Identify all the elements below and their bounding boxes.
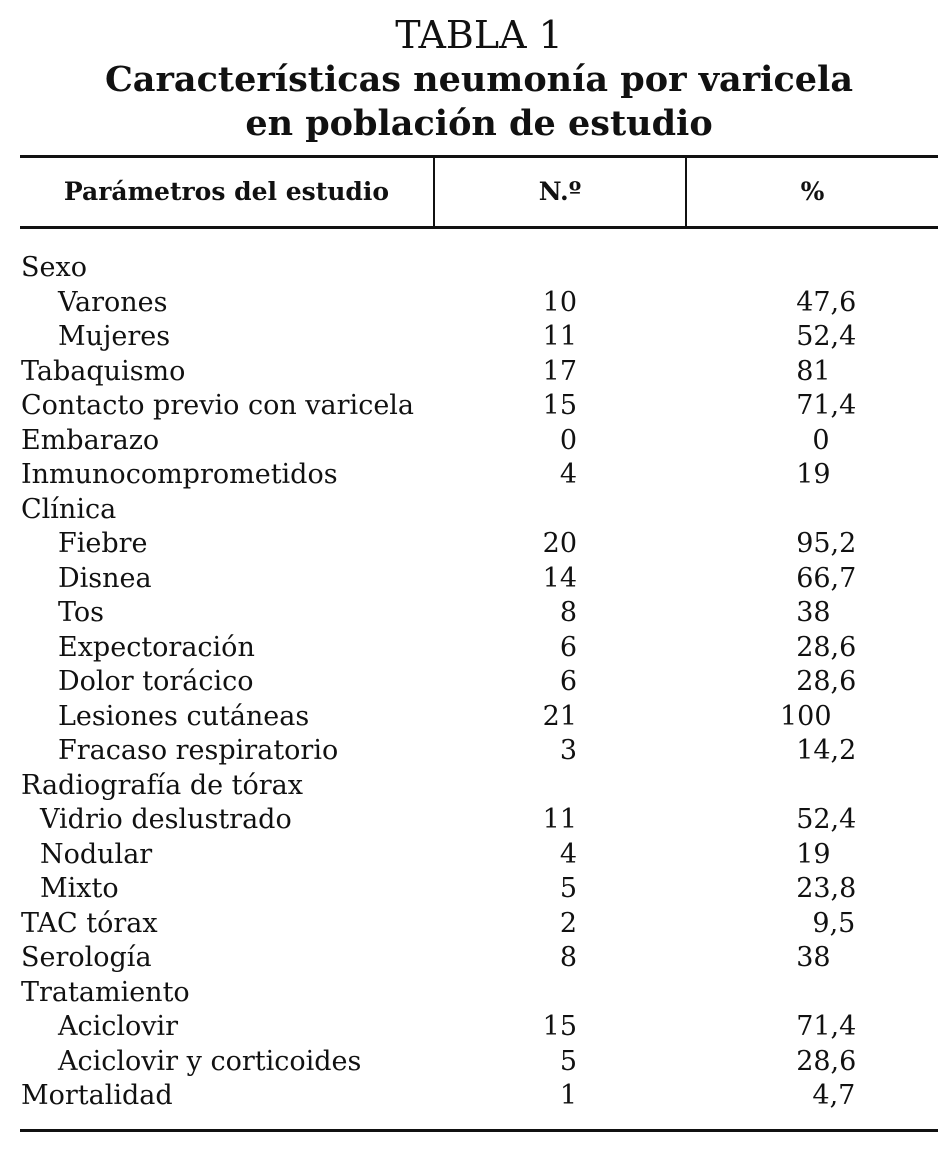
table-label: TABLA 1 bbox=[395, 13, 563, 57]
row-label: Sexo bbox=[21, 252, 87, 283]
row-count: 1 bbox=[559, 1080, 577, 1111]
row-percent: 4,7 bbox=[812, 1080, 856, 1111]
row-label: Aciclovir y corticoides bbox=[58, 1045, 362, 1077]
row-label: Mixto bbox=[40, 873, 119, 904]
row-label: Embarazo bbox=[21, 424, 160, 456]
row-count: 8 bbox=[559, 942, 577, 973]
bottom-rule bbox=[20, 1129, 938, 1132]
table-row bbox=[0, 1045, 950, 1080]
table-row bbox=[0, 941, 950, 976]
table-row bbox=[0, 320, 950, 355]
table-row bbox=[0, 976, 950, 1011]
table-row bbox=[0, 1010, 950, 1045]
row-count: 14 bbox=[542, 562, 577, 594]
table-title bbox=[0, 58, 950, 146]
row-count: 6 bbox=[559, 666, 577, 697]
row-count: 8 bbox=[559, 597, 577, 628]
row-percent: 28,6 bbox=[796, 1045, 857, 1077]
row-percent: 66,7 bbox=[796, 562, 857, 594]
row-label: Inmunocomprometidos bbox=[21, 459, 338, 490]
row-label: Radiografía de tórax bbox=[21, 769, 303, 801]
row-count: 3 bbox=[559, 735, 577, 766]
row-label: Contacto previo con varicela bbox=[21, 390, 415, 421]
row-count: 15 bbox=[542, 1011, 577, 1042]
row-percent: 14,2 bbox=[796, 735, 857, 766]
header-parameters: Parámetros del estudio bbox=[63, 177, 390, 206]
table-body bbox=[0, 251, 950, 1114]
table-row bbox=[0, 596, 950, 631]
row-count: 6 bbox=[559, 631, 577, 663]
table-row bbox=[0, 700, 950, 735]
row-percent: 28,6 bbox=[796, 631, 857, 663]
row-label: Tabaquismo bbox=[21, 355, 186, 387]
table-row bbox=[0, 562, 950, 597]
table-row bbox=[0, 803, 950, 838]
row-label: Lesiones cutáneas bbox=[58, 700, 310, 732]
row-percent: 47,6 bbox=[796, 286, 857, 318]
table-row bbox=[0, 389, 950, 424]
table-row bbox=[0, 907, 950, 942]
table-row bbox=[0, 872, 950, 907]
row-count: 15 bbox=[542, 390, 577, 421]
row-count: 0 bbox=[559, 424, 577, 456]
table-row bbox=[0, 286, 950, 321]
row-percent: 0 bbox=[812, 424, 830, 456]
row-percent: 38 bbox=[796, 942, 831, 973]
row-count: 4 bbox=[559, 838, 577, 870]
row-count: 10 bbox=[542, 286, 577, 318]
row-count: 11 bbox=[542, 804, 577, 835]
table-title-line-2: en población de estudio bbox=[245, 103, 713, 144]
table-row bbox=[0, 527, 950, 562]
row-percent: 38 bbox=[796, 597, 831, 628]
table-row bbox=[0, 838, 950, 873]
row-count: 5 bbox=[559, 873, 577, 904]
row-percent: 100 bbox=[780, 700, 832, 732]
table-row bbox=[0, 734, 950, 769]
row-label: Tos bbox=[58, 597, 105, 628]
table-row bbox=[0, 424, 950, 459]
row-count: 17 bbox=[542, 355, 577, 387]
row-label: Aciclovir bbox=[58, 1011, 179, 1042]
row-label: Fiebre bbox=[58, 528, 148, 559]
header-percent: % bbox=[800, 177, 825, 206]
table-row bbox=[0, 769, 950, 804]
table-row bbox=[0, 1079, 950, 1114]
row-count: 11 bbox=[542, 321, 577, 352]
row-label: Clínica bbox=[21, 493, 117, 525]
row-label: Dolor torácico bbox=[58, 666, 254, 697]
row-label: Nodular bbox=[40, 838, 153, 870]
row-count: 5 bbox=[559, 1045, 577, 1077]
header-rule bbox=[20, 226, 938, 229]
table-row bbox=[0, 631, 950, 666]
row-label: Disnea bbox=[58, 562, 152, 594]
row-count: 4 bbox=[559, 459, 577, 490]
header-count: N.º bbox=[538, 177, 582, 206]
row-percent: 19 bbox=[796, 838, 831, 870]
row-label: Expectoración bbox=[58, 631, 255, 663]
row-percent: 23,8 bbox=[796, 873, 857, 904]
row-percent: 71,4 bbox=[796, 390, 857, 421]
row-percent: 28,6 bbox=[796, 666, 857, 697]
row-percent: 71,4 bbox=[796, 1011, 857, 1042]
row-label: Fracaso respiratorio bbox=[58, 735, 339, 766]
row-label: TAC tórax bbox=[21, 907, 158, 939]
row-label: Mortalidad bbox=[21, 1080, 173, 1111]
row-label: Serología bbox=[21, 942, 152, 973]
row-label: Varones bbox=[58, 286, 168, 318]
row-percent: 95,2 bbox=[796, 528, 857, 559]
row-percent: 81 bbox=[796, 355, 831, 387]
table-title-line-1: Características neumonía por varicela bbox=[104, 59, 854, 100]
row-count: 21 bbox=[542, 700, 577, 732]
row-percent: 9,5 bbox=[812, 907, 856, 939]
table-row bbox=[0, 251, 950, 286]
table-row bbox=[0, 493, 950, 528]
row-percent: 52,4 bbox=[796, 804, 857, 835]
row-label: Mujeres bbox=[58, 321, 171, 352]
row-percent: 19 bbox=[796, 459, 831, 490]
table-row bbox=[0, 665, 950, 700]
row-percent: 52,4 bbox=[796, 321, 857, 352]
row-count: 20 bbox=[542, 528, 577, 559]
table-row bbox=[0, 458, 950, 493]
row-count: 2 bbox=[559, 907, 577, 939]
table-row bbox=[0, 355, 950, 390]
row-label: Tratamiento bbox=[21, 976, 190, 1008]
row-label: Vidrio deslustrado bbox=[40, 804, 292, 835]
